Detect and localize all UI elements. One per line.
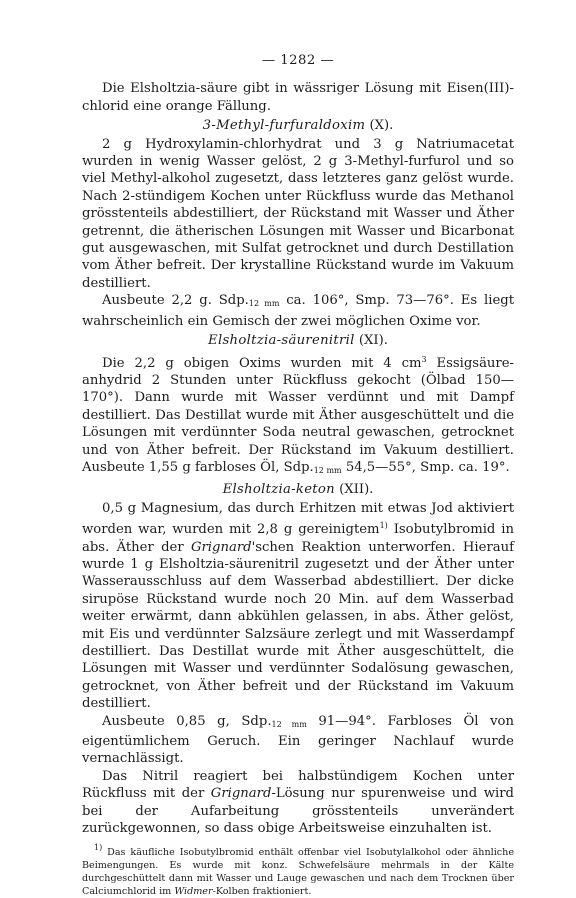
subscript: 12 mm: [271, 719, 307, 729]
body-text: [82, 80, 514, 837]
text-run: 91—94°. Farbloses Öl von eigentümlichem Geruch. Ein geringer Nachlauf wurde vernachlässigt.: [82, 713, 514, 767]
subscript: 12 mm: [313, 465, 342, 475]
superscript: 3: [421, 354, 427, 364]
italic-text: Grignard: [210, 786, 272, 802]
paragraph: [82, 351, 514, 480]
compound-name: Elsholtzia-säurenitril: [208, 333, 355, 349]
section-heading: [82, 481, 514, 498]
compound-name: Elsholtzia-keton: [222, 482, 335, 498]
text-run: 0,5 g Magnesium, das durch Erhitzen mit etwas Jod aktiviert worden war, wurden mit 2,8 g gereinigtem: [82, 500, 514, 538]
section-heading: [82, 117, 514, 134]
footnotes: [82, 841, 514, 898]
italic-text: Widmer: [174, 886, 213, 898]
text-run: ca. 106°, Smp. 73—76°. Es liegt wahrscheinlich ein Gemisch der zwei möglichen Oxime vor.: [82, 293, 515, 329]
compound-number: (XI).: [358, 333, 388, 349]
section-heading: [82, 332, 514, 349]
text-run: -Kolben fraktioniert.: [212, 886, 312, 898]
superscript: 1): [379, 521, 388, 531]
text-run: -Lösung nur spurenweise und wird bei der Aufarbeitung grösstenteils unverändert zurückgewonnen, so dass obige Arbeitsweise einzuhalten ist.: [82, 786, 514, 837]
text-run: 'schen Reaktion unterworfen. Hierauf wurde 1 g Elsholtzia-säurenitril zugesetzt und der Äther unter Wasserausschluss auf dem Wasserbad abdestilliert. Der dicke sirupöse Rückstand wurde noch 20 Min. auf dem Wasserbad weiter erwärmt, dann abkühlen gelassen, in abs. Äther gelöst, mit Eis und verdünnter Salzsäure zerlegt und mit Wasserdampf destilliert. Das Destillat wurde mit Äther ausgeschüttelt, die Lösungen mit Wasser und verdünnter Sodalösung gewaschen, getrocknet, von Äther befreit und der Rückstand im Vakuum destilliert.: [82, 539, 514, 712]
text-run: Die 2,2 g obigen Oxims wurden mit 4 cm: [102, 355, 422, 371]
compound-name: 3-Methyl-furfuraldoxim: [202, 118, 366, 134]
footnote: [82, 841, 514, 898]
paragraph: [82, 292, 514, 330]
paragraph: Die Elsholtzia-säure gibt in wässriger Lösung mit Eisen(III)-chlorid eine orange Fällung.: [82, 81, 514, 114]
italic-text: Grignard: [190, 539, 252, 555]
text-run: Ausbeute 2,2 g. Sdp.: [102, 293, 249, 309]
paragraph: [82, 500, 514, 713]
text-run: 54,5—55°, Smp. ca. 19°.: [341, 459, 510, 475]
compound-number: (XII).: [339, 482, 374, 498]
document-page: [82, 52, 514, 898]
paragraph: [82, 768, 514, 838]
text-run: Essigsäure-anhydrid 2 Stunden unter Rückfluss gekocht (Ölbad 150—170°). Dann wurde mit Wasser verdünnt und mit Dampf destilliert. Das Destillat wurde mit Äther ausgeschüttelt und die Lösungen mit verdünnter Soda neutral gewaschen, getrocknet und von Äther befreit. Der Rückstand im Vakuum destilliert. Ausbeute 1,55 g farbloses Öl, Sdp.: [82, 355, 514, 475]
compound-number: (X).: [369, 118, 394, 134]
paragraph: 2 g Hydroxylamin-chlorhydrat und 3 g Natriumacetat wurden in wenig Wasser gelöst, 2 g 3-Methyl-furfurol und so viel Methyl-alkohol zugesetzt, dass letzteres ganz gelöst wurde. Nach 2-stündigem Kochen unter Rückfluss wurde das Methanol grösstenteils abdestilliert, der Rückstand mit Wasser und Äther getrennt, die ätherischen Lösungen mit Wasser und Bicarbonat gut ausgewaschen, mit Sulfat getrocknet und durch Destillation vom Äther befreit. Der krystalline Rückstand wurde im Vakuum destilliert.: [82, 136, 514, 291]
superscript: 1): [94, 843, 103, 853]
text-run: Isobutylbromid in abs. Äther der: [82, 522, 514, 555]
subscript: 12 mm: [248, 299, 280, 309]
text-run: Das käufliche Isobutylbromid enthält offenbar viel Isobutylalkohol oder ähnliche Beimengungen. Es wurde mit konz. Schwefelsäure mehrmals in der Kälte durchgeschüttelt dann mit Wasser und Lauge gewaschen und nach dem Trocknen über Calciumchlorid im: [82, 847, 514, 898]
text-run: Das Nitril reagiert bei halbstündigem Kochen unter Rückfluss mit der: [82, 768, 514, 802]
paragraph: [82, 713, 514, 768]
text-run: Ausbeute 0,85 g, Sdp.: [102, 713, 272, 729]
page-number: — 1282 —: [261, 53, 335, 68]
